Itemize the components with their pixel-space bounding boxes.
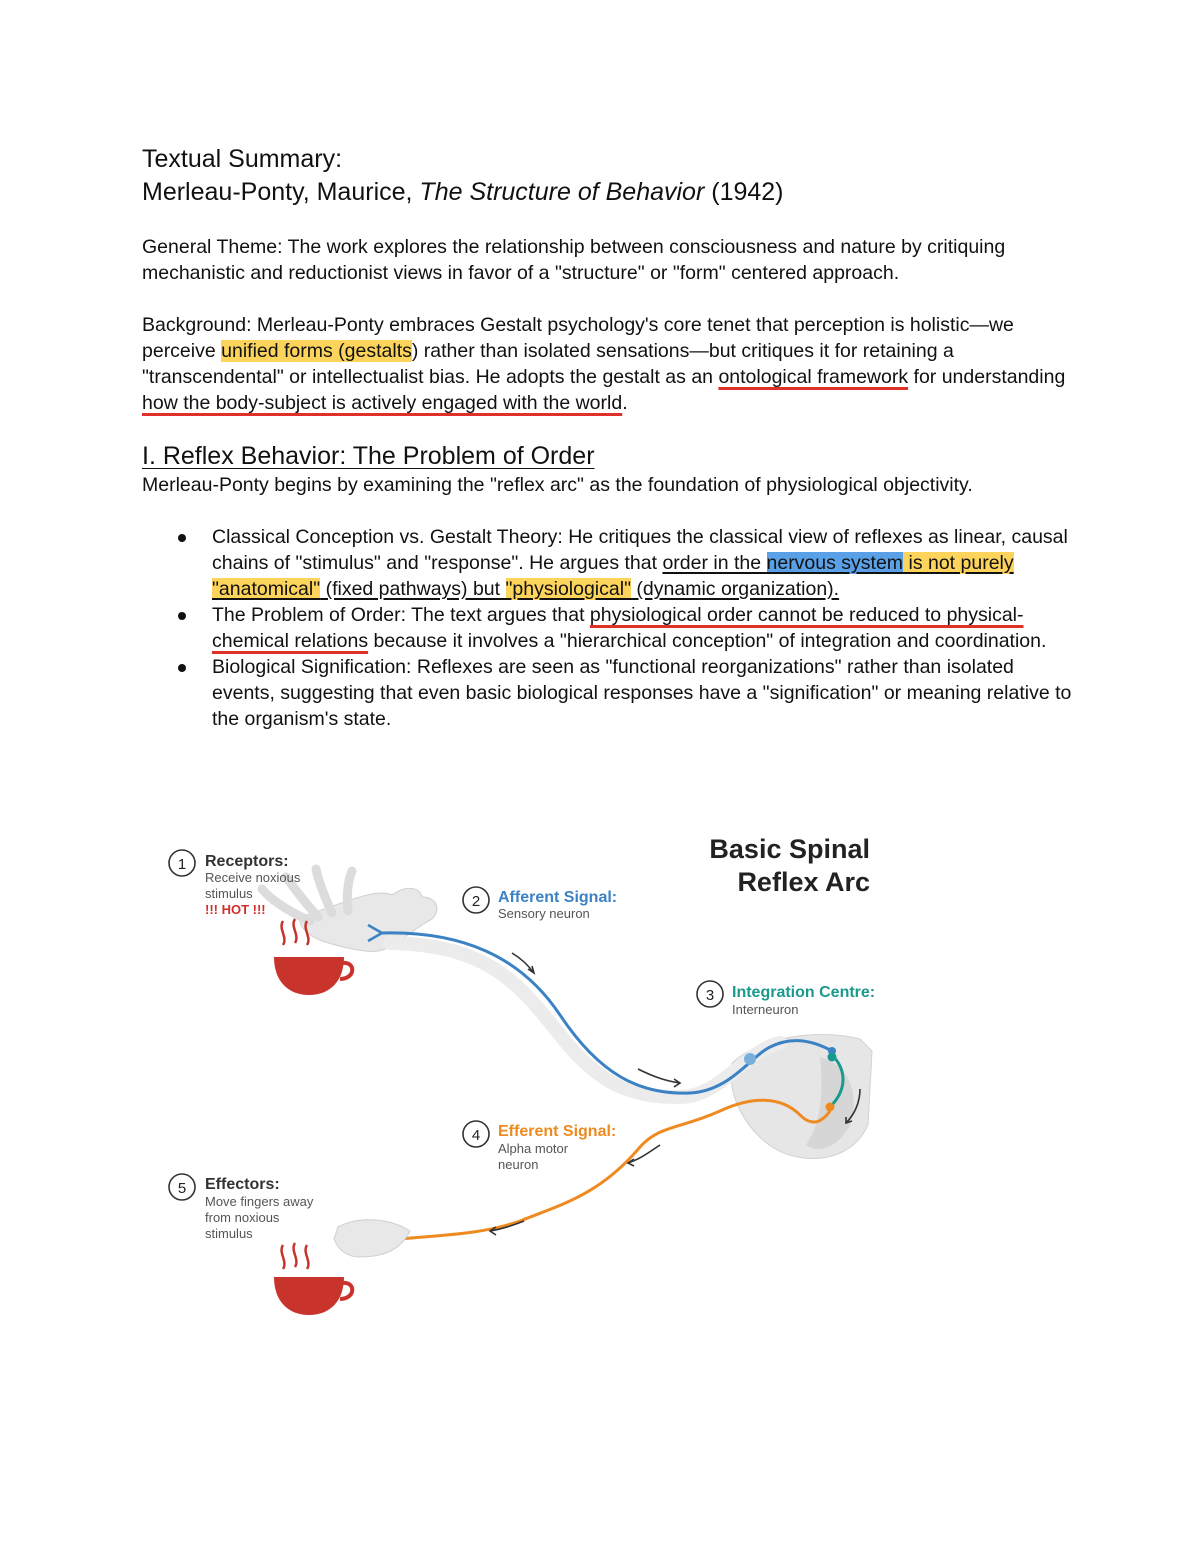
bullet-text: The text argues that [411,604,590,626]
hand-bottom-icon [334,1220,410,1257]
bullet-item [142,524,1072,602]
underline-body-subject: how the body-subject is actively engaged with the world [142,392,623,414]
hot-cup-icon [274,1277,344,1315]
background-text: ) rather than isolated sensations—but critiques it for retaining a "transcendental" or intellectualist bias. He adopts the gestalt as an [142,340,954,388]
citation-book-title: The Structure of Behavior [419,178,705,206]
bullet-text: Reflexes are seen as "functional reorganizations" rather than isolated events, suggesting that even basic biological responses have a "signification" or meaning relative to the organism's state. [212,656,1072,730]
step-title: Efferent Signal: [498,1123,617,1140]
background-text: . [622,392,628,414]
bullet-lead: Classical Conception vs. Gestalt Theory: [212,526,569,548]
underline-physiological-order: physiological order cannot be reduced to physical-chemical relations [212,604,1024,652]
citation-year: (1942) [704,178,784,206]
step-desc: neuron [498,1157,539,1172]
step-title: Receptors: [205,853,289,870]
step-desc: Sensory neuron [498,906,590,921]
bullet-list [142,524,1072,732]
citation-author: Merleau-Ponty, Maurice, [142,178,420,206]
bullet-lead: The Problem of Order: [212,604,412,626]
bullet-item [142,654,1072,732]
steam-icon [294,1243,297,1267]
hot-warning: !!! HOT !!! [205,902,266,917]
underline-ontological-framework: ontological framework [718,366,909,388]
figure-title-line1: Basic Spinal [709,834,870,864]
finger-icon [316,869,332,913]
step-desc: Move fingers away [205,1194,314,1209]
steam-icon [282,921,285,945]
step-desc: stimulus [205,886,253,901]
background-text: for understanding [908,366,1066,388]
background-text: Background: Merleau-Ponty embraces Gestalt psychology's core tenet that perception is holistic—we perceive [142,314,1014,362]
reflex-arc-figure [160,825,880,1325]
general-theme-paragraph: General Theme: The work explores the relationship between consciousness and nature by critiquing mechanistic and reductionist views in favor of a "structure" or "form" centered approach. [142,236,1006,284]
section-intro: Merleau-Ponty begins by examining the "reflex arc" as the foundation of physiological objectivity. [142,474,973,496]
highlight-gestalts: unified forms (gestalts [221,340,412,362]
steam-icon [306,1245,309,1269]
section-heading: I. Reflex Behavior: The Problem of Order [142,442,595,470]
steam-icon [294,919,297,943]
interneuron-dot [828,1053,837,1062]
nerve-sheath [390,943,780,1097]
figure-title-line2: Reflex Arc [737,867,870,897]
bullet-text: because it involves a "hierarchical conception" of integration and coordination. [368,630,1047,652]
step-title: Integration Centre: [732,984,876,1001]
steam-icon [282,1245,285,1269]
background-paragraph [142,312,1072,416]
bullet-text: He critiques the classical view of reflexes as linear, causal chains of "stimulus" and "response". He argues that [212,526,1068,574]
bullet-item [142,602,1072,654]
step-number: 3 [705,987,715,1004]
highlight-anatomical: is not purely "anatomical" [212,552,1014,600]
step-title: Afferent Signal: [498,889,618,906]
highlight-nervous-system: nervous system [766,552,904,574]
underline-order: order in the [662,552,767,574]
step-number: 5 [177,1180,187,1197]
finger-icon [347,871,352,911]
step-number: 4 [471,1127,481,1144]
step-desc: Receive noxious [205,870,301,885]
underline-dynamic-organization: (dynamic organization). [631,578,840,600]
citation [142,176,784,208]
step-desc: stimulus [205,1226,253,1241]
flow-arrow-icon [638,1069,680,1083]
step-number: 1 [177,856,187,873]
hot-cup-icon [274,957,344,995]
dorsal-ganglion-icon [744,1053,756,1065]
underline-fixed-pathways: (fixed pathways) but [320,578,506,600]
step-desc: Alpha motor [498,1141,569,1156]
highlight-physiological: "physiological" [505,578,631,600]
bullet-lead: Biological Signification: [212,656,417,678]
step-desc: Interneuron [732,1002,799,1017]
step-title: Effectors: [205,1176,280,1193]
motor-neuron-body [826,1103,835,1112]
step-desc: from noxious [205,1210,280,1225]
step-number: 2 [471,893,481,910]
doc-title: Textual Summary: [142,145,343,173]
